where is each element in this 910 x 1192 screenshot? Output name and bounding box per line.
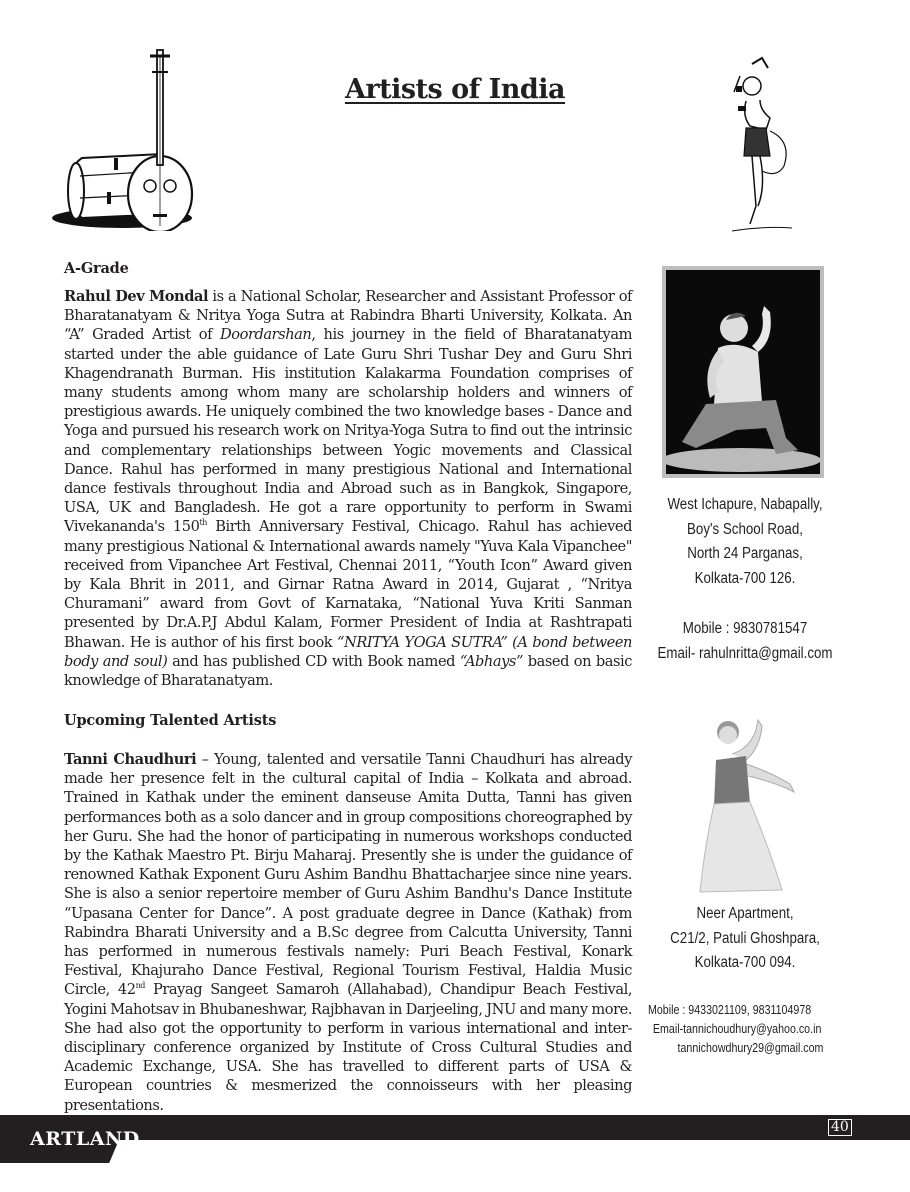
address-line: Kolkata-700 094. bbox=[694, 954, 796, 972]
artist-name: Rahul Dev Mondal bbox=[64, 288, 209, 305]
bio-text: is a National Scholar, Researcher and Assistant Professor of Bharatanatyam & Nritya Yoga Sutra at Rabindra Bharti University, Kolkata. An “A” Graded Artist of bbox=[64, 288, 632, 344]
address-line: Neer Apartment, bbox=[696, 905, 794, 922]
address-line: North 24 Parganas, bbox=[687, 545, 803, 563]
page-title: Artists of India bbox=[344, 74, 566, 105]
dancer-photo-figure bbox=[666, 270, 820, 474]
bio-text: based on basic knowledge of Bharatanatyam. bbox=[64, 652, 632, 690]
artist-bio-tanni bbox=[64, 750, 632, 1115]
bio-text: Birth Anniversary Festival, Chicago. Rahul has achieved many prestigious National & International awards namely "Yuva Kala Vipanchee" received from Vipanchee Art Festival, Chennai 2011, “Youth Icon” Award given by Kala Bhrit in 2011, and Girnar Ratna Award in 2014, Gujarat , “Nritya Churamani” award from Govt of Karnataka, “National Yuva Kriti Sanman presented by Dr.A.P.J Abdul Kalam, Former President of India at Rashtrapati Bhawan. He is author of his first book bbox=[64, 518, 632, 651]
photo-rahul-dev-mondal bbox=[662, 266, 824, 478]
bio-text: , his journey in the field of Bharatanatyam started under the able guidance of Late Guru Shri Tushar Dey and Guru Shri Khagendranath Burman. His institution Kalakarma Foundation comprises of many students among whom many are scholarship holders and winners of prestigious awards. He uniquely combined the two knowledge bases - Dance and Yoga and pursued his research work on Nritya-Yoga Sutra to find out the intrinsic and complementary relationships between Yogic movements and Classical Dance. Rahul has performed in many prestigious National and International dance festivals throughout India and Abroad such as in Bangkok, Singapore, USA, UK and Bangladesh. He got a rare opportunity to perform in Swami Vivekananda's 150 bbox=[64, 326, 632, 536]
bio-text: and has published CD with Book named bbox=[167, 652, 460, 670]
contact-tanni-details bbox=[648, 1000, 853, 1057]
mobile-number: Mobile : 9433021109, 9831104978 bbox=[648, 1002, 812, 1017]
bio-superscript: nd bbox=[135, 981, 145, 991]
section-heading-a-grade: A-Grade bbox=[64, 260, 129, 277]
cd-title: “Abhays” bbox=[459, 652, 523, 670]
bio-italic: Doordarshan bbox=[220, 326, 312, 344]
artist-bio-rahul bbox=[64, 287, 632, 690]
artist-name: Tanni Chaudhuri bbox=[64, 751, 197, 768]
email-address-secondary[interactable]: tannichowdhury29@gmail.com bbox=[677, 1040, 824, 1055]
address-line: C21/2, Patuli Ghoshpara, bbox=[670, 929, 820, 947]
mobile-number: Mobile : 9830781547 bbox=[682, 620, 808, 638]
email-address[interactable]: Email-tannichoudhury@yahoo.co.in bbox=[652, 1021, 822, 1036]
book-title: “NRITYA YOGA SUTRA” (A bond between body and soul) bbox=[64, 633, 632, 670]
contact-rahul bbox=[640, 493, 850, 667]
bio-superscript: th bbox=[199, 518, 207, 528]
footer-brand: ARTLAND bbox=[30, 1128, 140, 1150]
address-line: Boy's School Road, bbox=[687, 520, 803, 538]
address-line: Kolkata-700 126. bbox=[694, 569, 796, 587]
address-line: West Ichapure, Nabapally, bbox=[667, 496, 823, 513]
bio-text: Prayag Sangeet Samaroh (Allahabad), Chandipur Beach Festival, Yogini Mahotsav in Bhubaneshwar, Rajbhavan in Darjeeling, JNU and many more. She had also got the opportunity to perform in various international and inter-disciplinary conference organized by Institute of Cross Cultural Studies and Academic Exchange, USA. She has travelled to different parts of USA & European countries & mesmerized the connoisseurs with her pleasing presentations. bbox=[64, 981, 633, 1114]
page-number: 40 bbox=[828, 1119, 852, 1136]
email-address[interactable]: Email- rahulnritta@gmail.com bbox=[657, 644, 833, 662]
contact-tanni bbox=[640, 902, 850, 976]
photo-tanni-chaudhuri bbox=[690, 700, 820, 895]
section-heading-upcoming: Upcoming Talented Artists bbox=[64, 712, 277, 729]
bio-text: – Young, talented and versatile Tanni Chaudhuri has already made her presence felt in the cultural capital of India – Kolkata and abroad. Trained in Kathak under the eminent danseuse Amita Dutta, Tanni has given performances both as a solo dancer and in group compositions choreographed by her Guru. She had the honor of participating in numerous workshops conducted by the Kathak Maestro Pt. Birju Maharaj. Presently she is under the guidance of renowned Kathak Exponent Guru Ashim Bandhu Bhattacharjee since nine years. She is also a senior repertoire member of Guru Ashim Bandhu's Dance Institute “Upasana Center for Dance”. A post graduate degree in Dance (Kathak) from Rabindra Bharati University and a B.Sc degree from Calcutta University, Tanni has performed in numerous festivals namely: Puri Beach Festival, Konark Festival, Khajuraho Dance Festival, Regional Tourism Festival, Haldia Music Circle, 42 bbox=[64, 751, 632, 999]
